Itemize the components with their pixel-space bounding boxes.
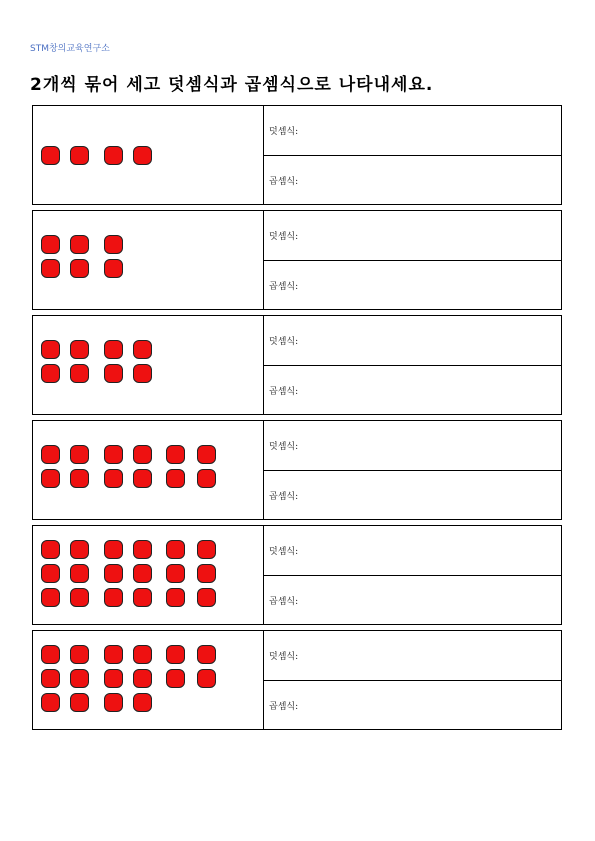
red-dot — [104, 235, 123, 254]
red-dot — [133, 669, 152, 688]
red-dot — [104, 645, 123, 664]
red-dot — [133, 146, 152, 165]
red-dot — [41, 469, 60, 488]
multiplication-label: 곱셈식: — [269, 387, 299, 397]
red-dot — [197, 645, 216, 664]
red-dot — [197, 445, 216, 464]
red-dot — [133, 693, 152, 712]
red-dot — [166, 588, 185, 607]
addition-label: 덧셈식: — [269, 547, 299, 557]
red-dot — [197, 564, 216, 583]
red-dot — [41, 645, 60, 664]
red-dot — [197, 669, 216, 688]
red-dot — [104, 669, 123, 688]
multiplication-label: 곱셈식: — [269, 702, 299, 712]
red-dot — [41, 669, 60, 688]
addition-label: 덧셈식: — [269, 232, 299, 242]
red-dot — [41, 445, 60, 464]
dot-picture — [33, 631, 264, 729]
red-dot — [133, 445, 152, 464]
red-dot — [104, 340, 123, 359]
problem-3 — [32, 315, 562, 415]
red-dot — [197, 588, 216, 607]
addition-label: 덧셈식: — [269, 127, 299, 137]
dot-picture — [33, 211, 264, 309]
problem-4 — [32, 420, 562, 520]
red-dot — [197, 540, 216, 559]
red-dot — [41, 146, 60, 165]
red-dot — [70, 445, 89, 464]
red-dot — [70, 340, 89, 359]
addition-label: 덧셈식: — [269, 652, 299, 662]
multiplication-label: 곱셈식: — [269, 492, 299, 502]
red-dot — [70, 669, 89, 688]
red-dot — [41, 693, 60, 712]
red-dot — [133, 340, 152, 359]
red-dot — [104, 364, 123, 383]
row-divider — [264, 365, 561, 366]
red-dot — [70, 645, 89, 664]
row-divider — [264, 680, 561, 681]
multiplication-label: 곱셈식: — [269, 177, 299, 187]
problem-1 — [32, 105, 562, 205]
red-dot — [70, 259, 89, 278]
multiplication-label: 곱셈식: — [269, 282, 299, 292]
organization-name: STM창의교육연구소 — [30, 44, 110, 54]
red-dot — [166, 469, 185, 488]
red-dot — [166, 645, 185, 664]
red-dot — [41, 588, 60, 607]
red-dot — [133, 564, 152, 583]
red-dot — [166, 445, 185, 464]
row-divider — [264, 155, 561, 156]
red-dot — [197, 469, 216, 488]
red-dot — [133, 588, 152, 607]
red-dot — [70, 146, 89, 165]
dot-picture — [33, 106, 264, 204]
red-dot — [104, 146, 123, 165]
red-dot — [104, 693, 123, 712]
red-dot — [133, 469, 152, 488]
red-dot — [70, 364, 89, 383]
red-dot — [41, 540, 60, 559]
red-dot — [104, 540, 123, 559]
addition-label: 덧셈식: — [269, 442, 299, 452]
problem-2 — [32, 210, 562, 310]
row-divider — [264, 260, 561, 261]
red-dot — [41, 340, 60, 359]
red-dot — [166, 564, 185, 583]
red-dot — [70, 235, 89, 254]
red-dot — [104, 445, 123, 464]
red-dot — [104, 469, 123, 488]
red-dot — [70, 540, 89, 559]
red-dot — [70, 469, 89, 488]
dot-picture — [33, 316, 264, 414]
row-divider — [264, 470, 561, 471]
red-dot — [41, 259, 60, 278]
red-dot — [41, 364, 60, 383]
red-dot — [133, 364, 152, 383]
red-dot — [104, 259, 123, 278]
addition-label: 덧셈식: — [269, 337, 299, 347]
row-divider — [264, 575, 561, 576]
red-dot — [70, 588, 89, 607]
red-dot — [133, 645, 152, 664]
red-dot — [166, 540, 185, 559]
red-dot — [166, 669, 185, 688]
problem-6 — [32, 630, 562, 730]
red-dot — [104, 588, 123, 607]
red-dot — [41, 235, 60, 254]
red-dot — [133, 540, 152, 559]
multiplication-label: 곱셈식: — [269, 597, 299, 607]
dot-picture — [33, 526, 264, 624]
problem-5 — [32, 525, 562, 625]
red-dot — [104, 564, 123, 583]
worksheet-title: 2개씩 묶어 세고 덧셈식과 곱셈식으로 나타내세요. — [30, 75, 434, 95]
red-dot — [70, 564, 89, 583]
red-dot — [70, 693, 89, 712]
red-dot — [41, 564, 60, 583]
dot-picture — [33, 421, 264, 519]
